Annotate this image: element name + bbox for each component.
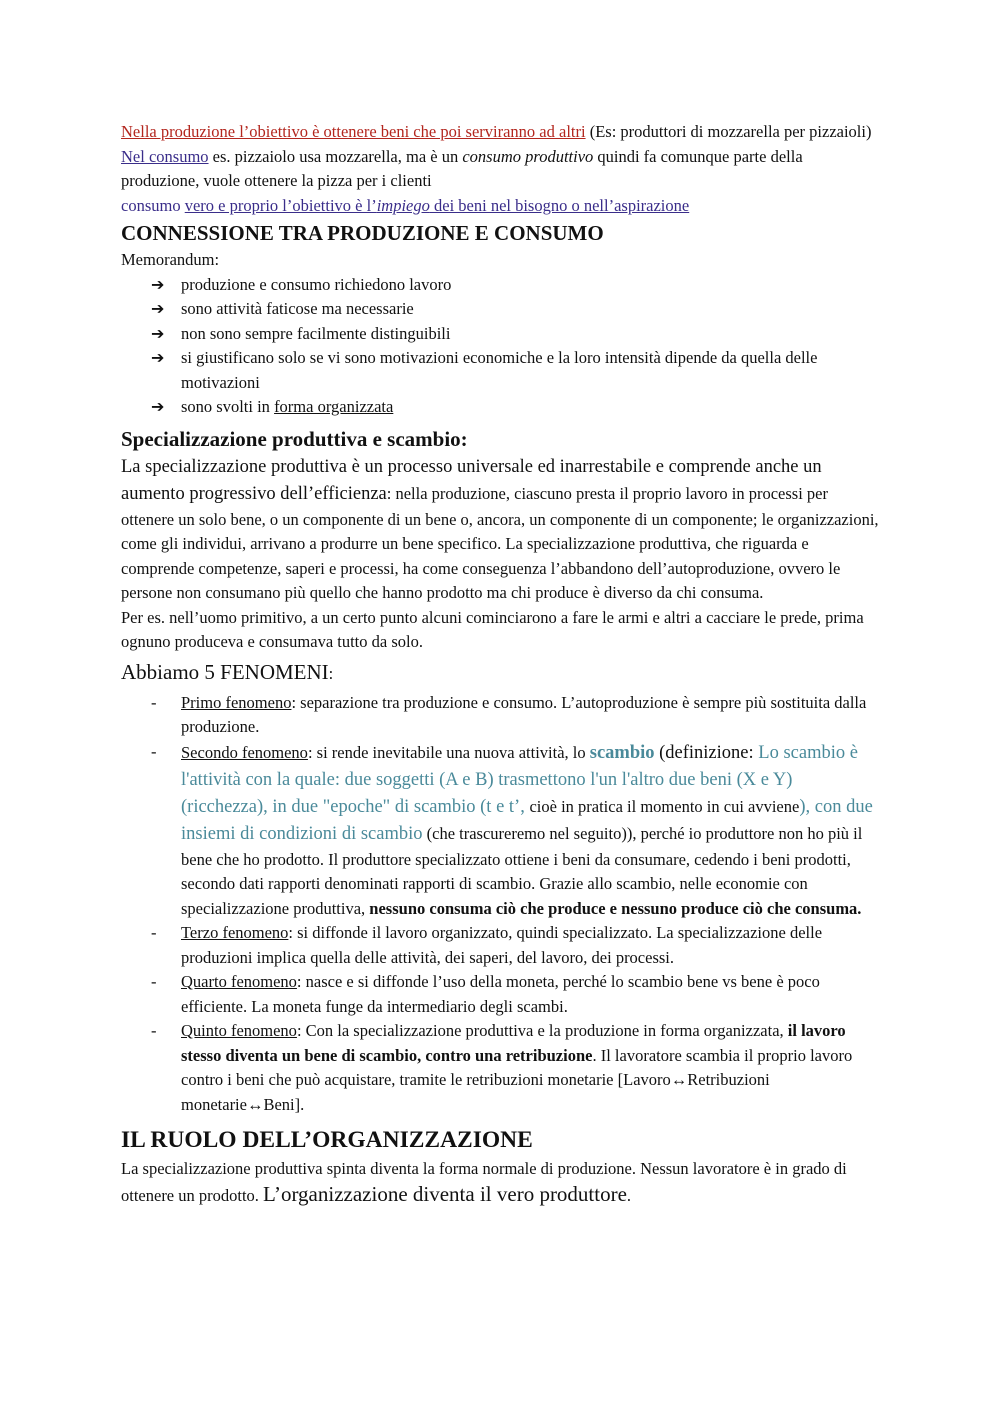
fenomeno-text: (che trascureremo nel seguito)), perché io produttore non ho più il bene che ho prodotto. Il produttore specializzato ottiene i beni da consumare, cedendo i beni prodotti, secondo dati rapporti denominati rapporti di scambio. Grazie allo scambio, nelle economie con specializzazione produttiva, xyxy=(181,823,863,918)
ruolo-paragraph xyxy=(121,1157,880,1208)
list-item xyxy=(151,297,880,322)
memorandum-list xyxy=(121,273,880,420)
intro-paragraph-2 xyxy=(121,145,880,194)
consumption-link[interactable]: Nel consumo xyxy=(121,146,209,166)
list-item-text: sono attività faticose ma necessarie xyxy=(181,299,414,318)
intro-paragraph-1 xyxy=(121,120,880,145)
arrow-icon: ➔ xyxy=(151,299,165,318)
list-item-underlined: forma organizzata xyxy=(274,397,394,416)
list-item-text: si giustificano solo se vi sono motivazioni economiche e la loro intensità dipende da quella delle motivazioni xyxy=(181,348,818,392)
list-item-text: sono svolti in xyxy=(181,397,275,416)
fenomeno-label: Primo fenomeno xyxy=(181,692,292,712)
list-item-text: produzione e consumo richiedono lavoro xyxy=(181,274,452,294)
fenomeno-label: Quinto fenomeno xyxy=(181,1021,297,1040)
body-text: La specializzazione produttiva spinta diventa la forma normale di produzione. Nessun lavoratore è in grado di ottenere un prodotto. xyxy=(121,1159,847,1205)
intro-text: es. pizzaiolo usa mozzarella, ma è un xyxy=(208,146,463,166)
list-item xyxy=(151,395,880,420)
fenomeno-text: : nasce e si diffonde l’uso della moneta, perché lo scambio bene vs bene è poco efficiente. La moneta funge da intermediario degli scambi. xyxy=(181,972,820,1016)
connessione-heading: CONNESSIONE TRA PRODUZIONE E CONSUMO xyxy=(121,221,604,245)
list-item-text: non sono sempre facilmente distinguibili xyxy=(181,323,451,343)
specializzazione-paragraph xyxy=(121,454,880,606)
intro-paragraph-3 xyxy=(121,194,880,219)
fenomeno-text: (definizione: xyxy=(654,742,759,763)
dash-bullet: - xyxy=(151,741,157,761)
list-item xyxy=(151,346,880,395)
fenomeno-text: : Con la specializzazione produttiva e la produzione in forma organizzata, xyxy=(296,1021,788,1040)
production-link[interactable]: Nella produzione l’obiettivo è ottenere beni che poi serviranno ad altri xyxy=(121,122,586,141)
fenomeni-colon: : xyxy=(328,663,334,683)
fenomeno-text: . Il lavoratore scambia il proprio lavoro contro i beni che può acquistare, tramite le retribuzioni monetarie [Lavoro↔Retribuzioni monetarie↔Beni]. xyxy=(181,1045,853,1114)
impiego-link[interactable] xyxy=(185,196,690,215)
ruolo-organizzazione-heading: IL RUOLO DELL’ORGANIZZAZIONE xyxy=(121,1127,533,1153)
intro-text: (Es: produttori di mozzarella per pizzaioli) xyxy=(585,122,872,141)
fenomeni-list xyxy=(121,691,880,1118)
dash-bullet: - xyxy=(151,1021,157,1040)
list-item xyxy=(151,1019,880,1117)
list-item xyxy=(151,740,880,922)
scambio-definition: Lo scambio è l'attività con la quale: due soggetti (A e B) trasmettono l'un l'altro due beni (X e Y) (ricchezza), in due "epoche" di scambio (t e t’, xyxy=(181,742,858,817)
dash-bullet: - xyxy=(151,692,157,712)
list-item xyxy=(151,273,880,298)
dash-bullet: - xyxy=(151,972,157,991)
fenomeno-text: : si rende inevitabile una nuova attività, lo xyxy=(307,742,590,762)
body-text: : nella produzione, ciascuno presta il proprio lavoro in processi per ottenere un solo bene, o un componente di un bene o, ancora, un componente di un componente; le organizzazioni, come gli individui, arrivano a produrre un bene specifico. La specializzazione produttiva, che riguarda e comprende competenze, saperi e processi, ha come conseguenza l’abbandono dell’autoproduzione, ovvero le persone non consumano più quello che hanno prodotto ma chi produce è diverso da chi consuma. xyxy=(121,483,879,602)
fenomeni-heading xyxy=(121,657,880,689)
link-text: dei beni nel bisogno o nell’aspirazione xyxy=(429,195,690,215)
fenomeno-label: Terzo fenomeno xyxy=(181,923,289,942)
fenomeno-label: Quarto fenomeno xyxy=(181,972,297,991)
arrow-icon: ➔ xyxy=(151,348,165,367)
list-item xyxy=(151,921,880,970)
dash-bullet: - xyxy=(151,923,157,942)
highlight-text: L’organizzazione diventa il vero produttore xyxy=(263,1181,627,1206)
fenomeno-bold: nessuno consuma ciò che produce e nessuno produce ciò che consuma. xyxy=(369,898,862,918)
body-text: . xyxy=(626,1185,632,1205)
example-paragraph: Per es. nell’uomo primitivo, a un certo punto alcuni cominciarono a fare le armi e altri a cacciare le prede, prima ognuno produceva e consumava tutto da solo. xyxy=(121,607,864,651)
fenomeno-bold: il lavoro stesso diventa un bene di scambio, contro una retribuzione xyxy=(181,1021,846,1065)
fenomeno-label: Secondo fenomeno xyxy=(181,742,308,762)
list-item xyxy=(151,970,880,1019)
list-item xyxy=(151,322,880,347)
fenomeno-text: cioè in pratica il momento in cui avviene xyxy=(529,796,800,816)
arrow-icon: ➔ xyxy=(151,323,165,343)
memorandum-label: Memorandum: xyxy=(121,250,220,269)
fenomeno-text: : separazione tra produzione e consumo. L’autoproduzione è sempre più sostituita dalla produzione. xyxy=(181,692,867,736)
lead-text: La specializzazione produttiva è un processo universale ed inarrestabile e comprende anche un aumento progressivo dell’efficienza xyxy=(121,456,822,504)
link-text: vero e proprio l’obiettivo è l’ xyxy=(184,195,377,215)
fenomeni-heading-text: Abbiamo 5 FENOMENI xyxy=(121,659,329,684)
fenomeno-text: : si diffonde il lavoro organizzato, quindi specializzato. La specializzazione delle produzioni implica quella delle attività, dei saperi, del lavoro, dei processi. xyxy=(181,923,823,967)
intro-text: quindi fa comunque parte della produzione, vuole ottenere la pizza per i clienti xyxy=(121,146,803,190)
list-item xyxy=(151,691,880,740)
arrow-icon: ➔ xyxy=(151,397,165,416)
intro-emphasis: consumo produttivo xyxy=(462,146,594,166)
specializzazione-heading: Specializzazione produttiva e scambio: xyxy=(121,426,468,451)
scambio-definition: ), con due insiemi di condizioni di scambio xyxy=(181,796,873,844)
intro-text: consumo xyxy=(121,195,185,215)
scambio-term: scambio xyxy=(589,742,655,763)
arrow-icon: ➔ xyxy=(151,274,165,294)
link-emphasis: impiego xyxy=(376,195,430,215)
